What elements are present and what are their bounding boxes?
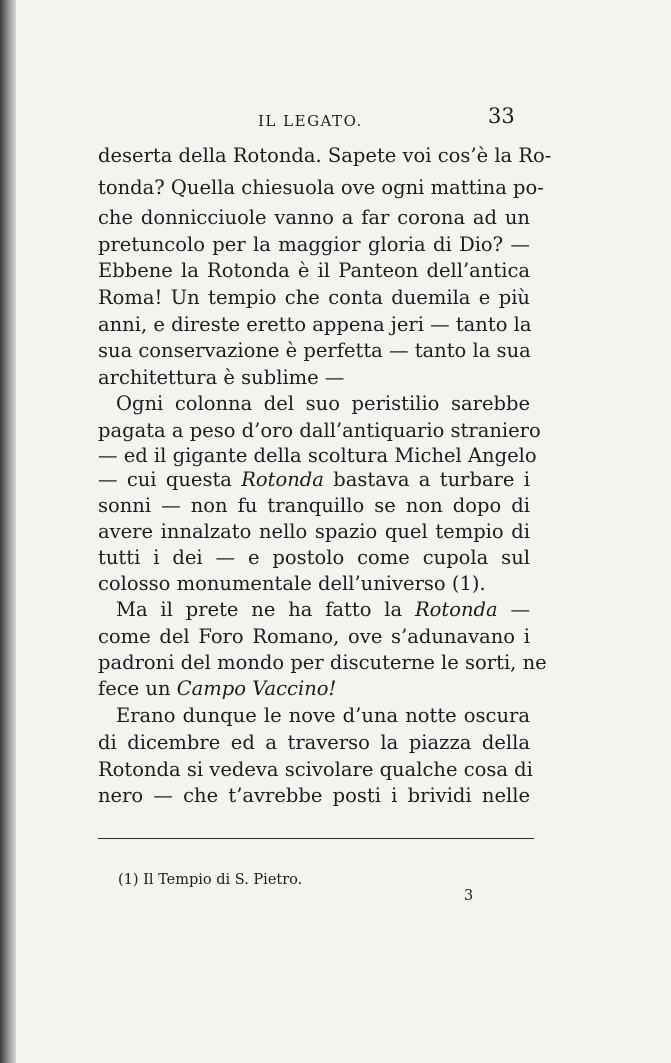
signature-mark: 3 — [464, 888, 474, 904]
book-spine-shadow — [0, 0, 16, 1063]
italic-term: Rotonda — [241, 468, 324, 491]
text-line: nero — che t’avrebbe posti i brividi nelle — [98, 784, 530, 807]
page-number: 33 — [488, 104, 515, 128]
text-line: sonni — non fu tranquillo se non dopo di — [98, 494, 530, 517]
text-line: deserta della Rotonda. Sapete voi cos’è la Ro- — [98, 144, 552, 167]
running-head: IL LEGATO. — [258, 112, 363, 130]
text-line: tutti i dei — e postolo come cupola sul — [98, 546, 530, 569]
text-line: che donnicciuole vanno a far corona ad un — [98, 206, 530, 229]
text-line: — ed il gigante della scoltura Michel Angelo — [98, 444, 537, 467]
line-text: — cui questa — [98, 468, 242, 491]
text-line: di dicembre ed a traverso la piazza della — [98, 731, 530, 754]
text-line: Roma! Un tempio che conta duemila e più — [98, 286, 530, 309]
text-line: pagata a peso d’oro dall’antiquario straniero — [98, 419, 541, 442]
footnote: (1) Il Tempio di S. Pietro. — [118, 872, 303, 888]
text-line: anni, e direste eretto appena jeri — tanto la — [98, 313, 532, 336]
text-line — [98, 468, 530, 491]
italic-term: Campo Vaccino! — [176, 677, 337, 700]
text-line — [116, 598, 530, 621]
text-line: colosso monumentale dell’universo (1). — [98, 572, 486, 595]
text-line: Ogni colonna del suo peristilio sarebbe — [116, 392, 530, 415]
text-line: Ebbene la Rotonda è il Panteon dell’antica — [98, 259, 530, 282]
line-text: Ma il prete ne ha fatto la — [116, 598, 415, 621]
text-line — [98, 677, 530, 700]
line-text: bastava a turbare i — [323, 468, 530, 491]
text-line: come del Foro Romano, ove s’adunavano i — [98, 625, 530, 648]
text-line: avere innalzato nello spazio quel tempio di — [98, 520, 530, 543]
text-line: pretuncolo per la maggior gloria di Dio? — — [98, 233, 530, 256]
text-line: padroni del mondo per discuterne le sorti, ne — [98, 651, 547, 674]
text-line: architettura è sublime — — [98, 366, 345, 389]
book-page — [16, 0, 671, 1063]
text-line: Erano dunque le nove d’una notte oscura — [116, 704, 530, 727]
text-line: Rotonda si vedeva scivolare qualche cosa di — [98, 758, 533, 781]
line-text: — — [497, 598, 531, 621]
footnote-rule — [98, 838, 534, 839]
text-line: sua conservazione è perfetta — tanto la sua — [98, 339, 531, 362]
italic-term: Rotonda — [415, 598, 498, 621]
text-line: tonda? Quella chiesuola ove ogni mattina po- — [98, 176, 544, 199]
line-text: fece un — [98, 677, 177, 700]
